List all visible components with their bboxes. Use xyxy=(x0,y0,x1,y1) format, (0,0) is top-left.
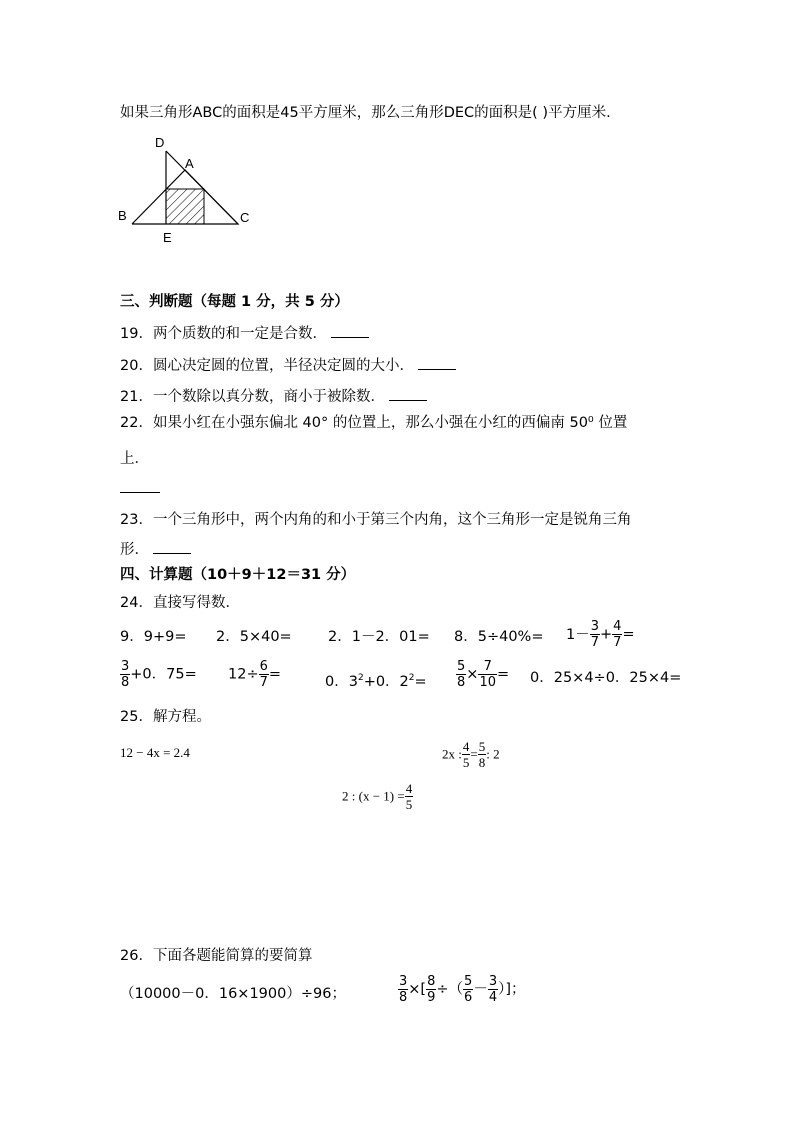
frac-num: 7 xyxy=(478,660,497,675)
q21-blank[interactable] xyxy=(389,388,427,401)
frac-8-9 xyxy=(426,975,436,1004)
eq2-prefix: 2x : xyxy=(442,746,462,762)
frac-num: 5 xyxy=(478,739,486,754)
frac-num: 3 xyxy=(590,619,600,634)
calc-2-5-times-40: 2．5×40= xyxy=(216,629,292,645)
eq3-prefix: 2 : (x − 1) = xyxy=(342,788,405,804)
triangle-figure xyxy=(110,130,260,250)
q19-blank[interactable] xyxy=(331,325,369,338)
frac-den: 7 xyxy=(590,635,600,650)
frac-num: 3 xyxy=(399,974,408,989)
equals-sign: = xyxy=(622,626,635,643)
frac-den: 7 xyxy=(613,635,622,650)
frac-3-7 xyxy=(590,620,600,649)
frac-num: 3 xyxy=(488,974,498,989)
frac-den: 4 xyxy=(488,990,498,1005)
calc-squares xyxy=(325,668,427,692)
frac-den: 10 xyxy=(479,675,496,690)
equals-sign: = xyxy=(496,666,510,683)
shaded-square xyxy=(166,189,204,224)
frac-4-7 xyxy=(612,620,622,649)
calc-c-exp2: 2 xyxy=(408,673,415,683)
frac-4-5 xyxy=(405,782,414,811)
q26-title: 26．下面各题能简算的要简算 xyxy=(120,948,313,964)
q23-line2 xyxy=(120,540,191,560)
q22-blank[interactable] xyxy=(120,492,160,493)
frac-num: 4 xyxy=(405,781,413,796)
equals-sign: = xyxy=(268,666,282,683)
frac-den: 5 xyxy=(405,797,413,812)
equals-sign: = xyxy=(414,673,427,690)
frac-3-8 xyxy=(120,660,130,689)
frac-den: 8 xyxy=(121,675,130,690)
frac-3-4 xyxy=(488,975,498,1004)
frac-num: 6 xyxy=(259,659,268,674)
frac-den: 8 xyxy=(457,675,466,690)
q19-text: 19．两个质数的和一定是合数． xyxy=(120,326,327,342)
frac-num: 5 xyxy=(464,974,473,989)
q23-blank[interactable] xyxy=(153,541,191,554)
label-d: D xyxy=(155,135,165,150)
q19 xyxy=(120,324,369,344)
calc-9-9-plus-9: 9．9+9= xyxy=(120,629,187,645)
q18-text-d: 的面积是( )平方厘米. xyxy=(474,105,611,121)
calc-e-prefix: 1－ xyxy=(566,626,590,643)
frac-5-6 xyxy=(463,975,473,1004)
calc-0-25-chain: 0．25×4÷0．25×4= xyxy=(530,670,682,686)
calc-8-5-div-40pct: 8．5÷40%= xyxy=(454,629,544,645)
frac-den: 5 xyxy=(462,755,470,770)
frac-num: 8 xyxy=(427,974,436,989)
calc-2-1-minus-2-01: 2．1－2．01= xyxy=(328,629,430,645)
close-paren: ）]； xyxy=(498,981,526,998)
section4-title: 四、计算题（10＋9＋12＝31 分） xyxy=(120,567,356,583)
q21 xyxy=(120,387,427,407)
calc-c-exp1: 2 xyxy=(357,673,364,683)
calc-c-plus: +0．2 xyxy=(363,673,409,690)
q18-text-b: 的面积是 xyxy=(222,105,281,121)
calc-b-prefix: 12÷ xyxy=(228,666,259,683)
times-sign: × xyxy=(466,666,479,683)
plus-sign: + xyxy=(600,626,613,643)
q22-line2: 上． xyxy=(120,451,149,467)
frac-7-10 xyxy=(478,660,497,689)
label-e: E xyxy=(163,230,172,245)
div-paren: ÷（ xyxy=(436,981,464,998)
frac-6-7 xyxy=(259,660,269,689)
q21-text: 21．一个数除以真分数，商小于被除数． xyxy=(120,389,385,405)
frac-num: 3 xyxy=(121,659,130,674)
q24-title: 24．直接写得数． xyxy=(120,595,240,611)
frac-den: 8 xyxy=(478,755,486,770)
q18-text-c: 平方厘米，那么三角形 xyxy=(298,105,444,121)
calc-26-1: （10000－0．16×1900）÷96； xyxy=(120,986,346,1002)
frac-3-8 xyxy=(398,975,408,1004)
q18-area: 45 xyxy=(280,105,299,121)
q18-text-a: 如果三角形 xyxy=(120,105,193,121)
q20-text: 20．圆心决定圆的位置，半径决定圆的大小． xyxy=(120,358,414,374)
equation-1: 12 − 4x = 2.4 xyxy=(120,745,190,760)
calc-c-base1: 0．3 xyxy=(325,673,358,690)
frac-den: 6 xyxy=(464,990,473,1005)
calc-5-8-times-7-10 xyxy=(456,660,509,689)
q20-blank[interactable] xyxy=(418,357,456,370)
q23-line2-text: 形． xyxy=(120,542,149,558)
q22-line1: 22．如果小红在小强东偏北 40° 的位置上，那么小强在小红的西偏南 50⁰ 位置 xyxy=(120,415,628,431)
section3-title: 三、判断题（每题 1 分，共 5 分） xyxy=(120,294,349,310)
frac-5-8 xyxy=(456,660,466,689)
calc-12-div-6-7 xyxy=(228,660,281,689)
q25-title: 25．解方程。 xyxy=(120,709,211,725)
calc-a-rest: +0．75= xyxy=(130,666,197,683)
label-a: A xyxy=(185,156,194,171)
frac-num: 4 xyxy=(462,739,470,754)
frac-den: 9 xyxy=(427,990,436,1005)
label-b: B xyxy=(118,208,127,223)
q18-text xyxy=(120,103,611,123)
equation-2 xyxy=(442,740,500,769)
frac-5-8 xyxy=(478,740,487,769)
calc-26-2 xyxy=(398,975,526,1004)
q18-abc: ABC xyxy=(192,105,223,121)
calc-1-minus-fractions xyxy=(566,620,635,649)
equation-3 xyxy=(342,782,413,811)
equals-sign: = xyxy=(470,746,478,762)
frac-den: 7 xyxy=(259,675,268,690)
q23-line1: 23．一个三角形中，两个内角的和小于第三个内角，这个三角形一定是锐角三角 xyxy=(120,512,632,528)
q20 xyxy=(120,356,456,376)
label-c: C xyxy=(240,210,250,225)
eq2-suffix: : 2 xyxy=(486,746,500,762)
q18-dec: DEC xyxy=(443,105,475,121)
frac-num: 4 xyxy=(613,619,622,634)
minus-sign: － xyxy=(473,981,488,998)
frac-num: 5 xyxy=(457,659,466,674)
calc-3-8-plus-0-75 xyxy=(120,660,197,689)
times-bracket: ×[ xyxy=(408,981,427,998)
frac-den: 8 xyxy=(399,990,408,1005)
